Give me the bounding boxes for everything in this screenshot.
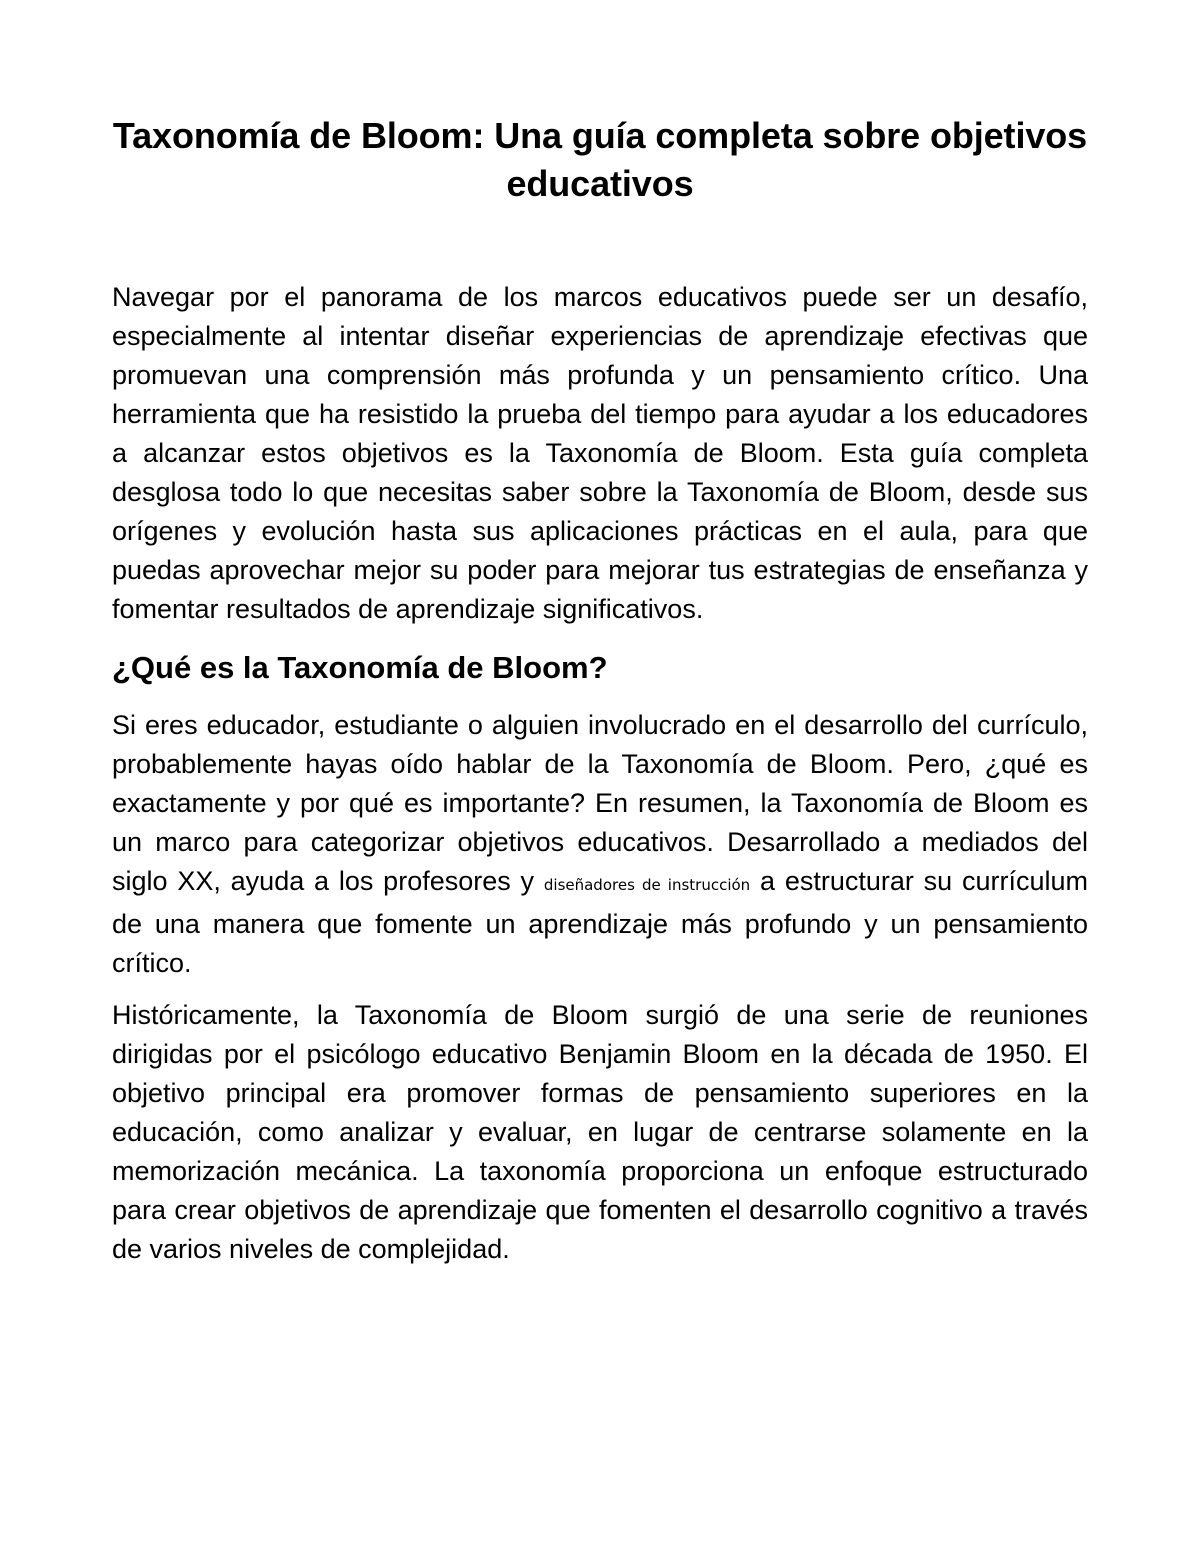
paragraph-text-after: a estructurar su currículum de una manera que fomente un aprendizaje más profundo y un pensamiento crítico. (112, 866, 1089, 978)
inline-small-text: diseñadores de instrucción (543, 876, 751, 894)
document-title: Taxonomía de Bloom: Una guía completa sobre objetivos educativos (112, 115, 1088, 204)
section-paragraph-1 (112, 706, 1088, 983)
section-heading: ¿Qué es la Taxonomía de Bloom? (112, 650, 608, 685)
section-paragraph-2: Históricamente, la Taxonomía de Bloom surgió de una serie de reuniones dirigidas por el psicólogo educativo Benjamin Bloom en la década de 1950. El objetivo principal era promover formas de pensamiento superiores en la educación, como analizar y evaluar, en lugar de centrarse solamente en la memorización mecánica. La taxonomía proporciona un enfoque estructurado para crear objetivos de aprendizaje que fomenten el desarrollo cognitivo a través de varios niveles de complejidad. (112, 1000, 1088, 1264)
intro-paragraph: Navegar por el panorama de los marcos educativos puede ser un desafío, especialmente al intentar diseñar experiencias de aprendizaje efectivas que promuevan una comprensión más profunda y un pensamiento crítico. Una herramienta que ha resistido la prueba del tiempo para ayudar a los educadores a alcanzar estos objetivos es la Taxonomía de Bloom. Esta guía completa desglosa todo lo que necesitas saber sobre la Taxonomía de Bloom, desde sus orígenes y evolución hasta sus aplicaciones prácticas en el aula, para que puedas aprovechar mejor su poder para mejorar tus estrategias de enseñanza y fomentar resultados de aprendizaje significativos. (112, 282, 1088, 624)
document-page (112, 112, 1088, 1282)
paragraph-text-before: Si eres educador, estudiante o alguien involucrado en el desarrollo del currículo, probablemente hayas oído hablar de la Taxonomía de Bloom. Pero, ¿qué es exactamente y por qué es importante? En resumen, la Taxonomía de Bloom es un marco para categorizar objetivos educativos. Desarrollado a mediados del siglo XX, ayuda a los profesores y (112, 710, 1088, 896)
